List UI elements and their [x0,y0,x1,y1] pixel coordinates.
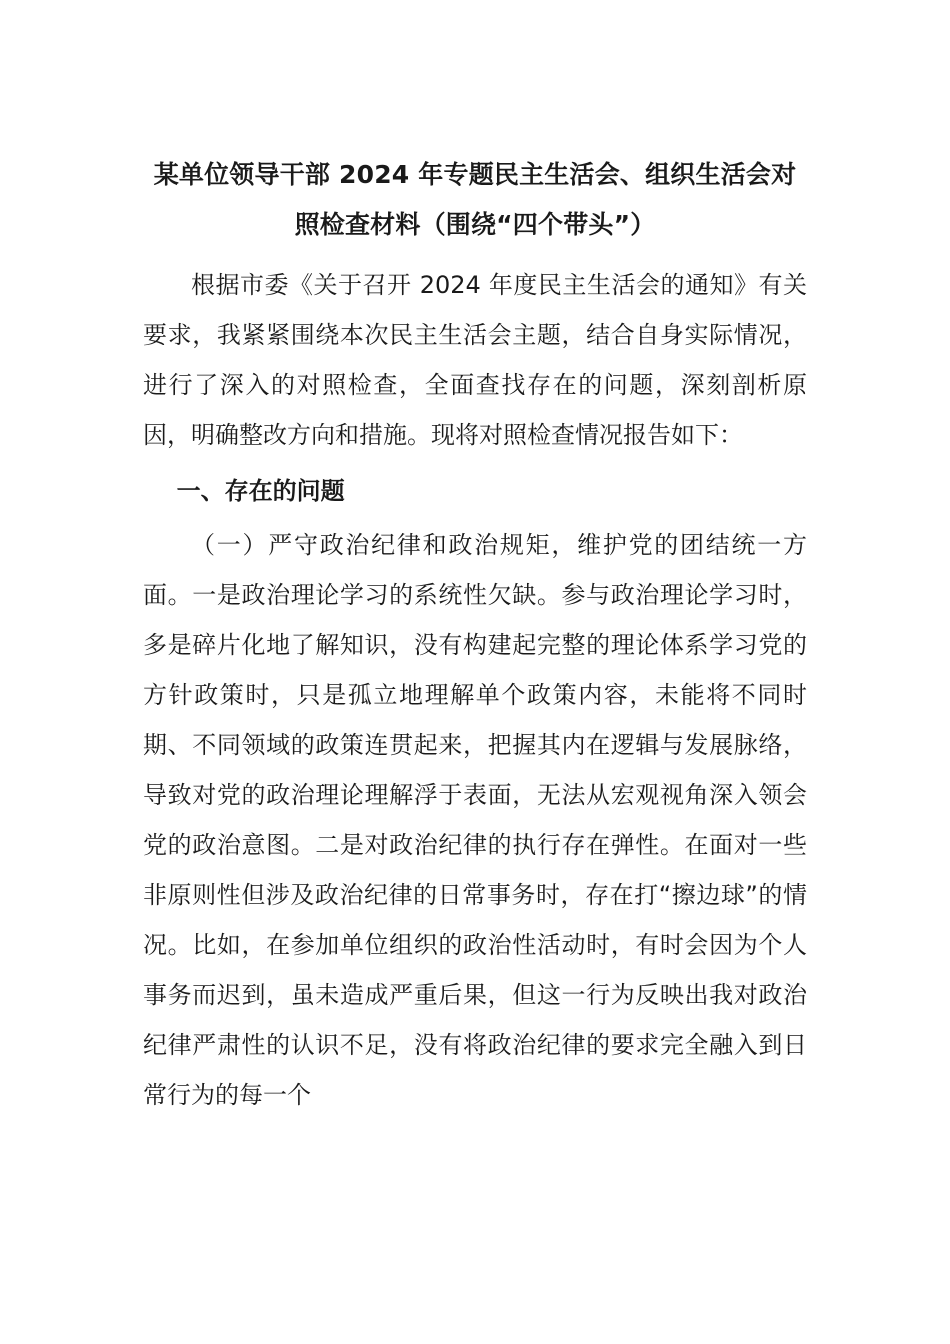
document-body [143,150,807,1120]
intro-paragraph: 根据市委《关于召开 2024 年度民主生活会的通知》有关要求，我紧紧围绕本次民主生活会主题，结合自身实际情况，进行了深入的对照检查，全面查找存在的问题，深刻剖析原因，明确整改方向和措施。现将对照检查情况报告如下： [143,271,807,449]
section-1-paragraph-1: （一）严守政治纪律和政治规矩，维护党的团结统一方面。一是政治理论学习的系统性欠缺。参与政治理论学习时，多是碎片化地了解知识，没有构建起完整的理论体系学习党的方针政策时，只是孤立地理解单个政策内容，未能将不同时期、不同领域的政策连贯起来，把握其内在逻辑与发展脉络，导致对党的政治理论理解浮于表面，无法从宏观视角深入领会党的政治意图。二是对政治纪律的执行存在弹性。在面对一些非原则性但涉及政治纪律的日常事务时，存在打“擦边球”的情况。比如，在参加单位组织的政治性活动时，有时会因为个人事务而迟到，虽未造成严重后果，但这一行为反映出我对政治纪律严肃性的认识不足，没有将政治纪律的要求完全融入到日常行为的每一个 [143,531,807,1109]
document-title [143,150,807,250]
title-line-1: 某单位领导干部 2024 年专题民主生活会、组织生活会对 [153,160,797,189]
title-line-2: 照检查材料（围绕“四个带头”） [294,210,656,239]
section-heading-1: 一、存在的问题 [176,477,345,505]
